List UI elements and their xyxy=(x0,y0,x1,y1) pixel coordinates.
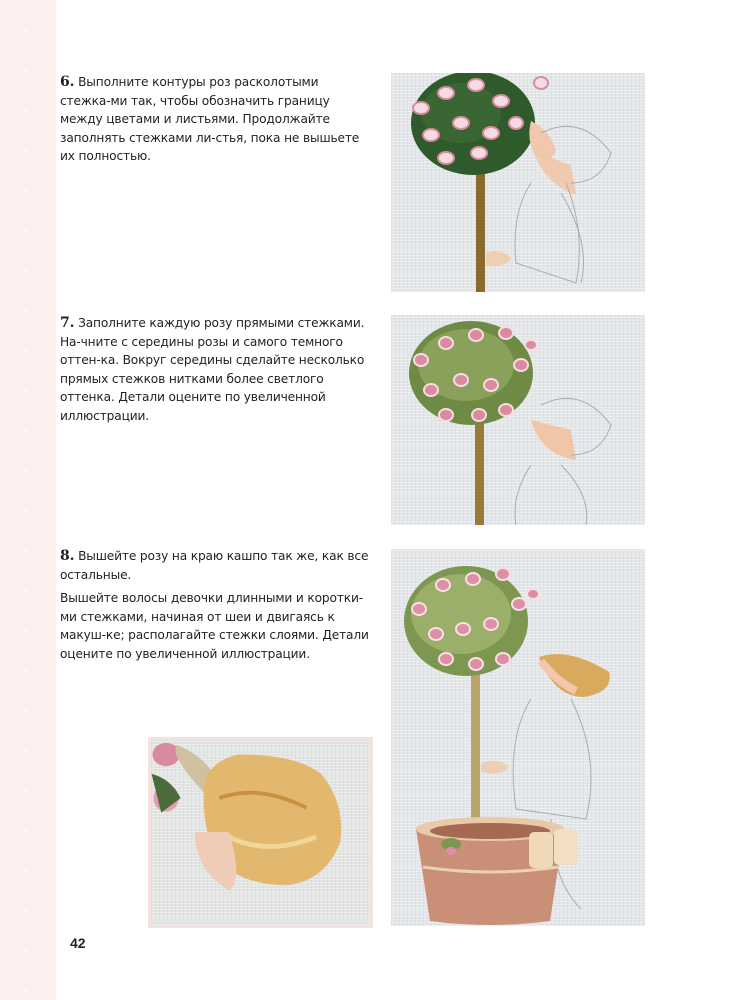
embroidery-illustration xyxy=(391,315,645,525)
step-6-text: 6. Выполните контуры роз расколотыми стежка-ми так, чтобы обозначить границу между цветами и листьями. Продолжайте заполнять стежками ли-стья, пока не вышьете их полностью. xyxy=(60,74,360,164)
decorative-side-strip xyxy=(0,0,56,1000)
step-number: 6. xyxy=(60,74,75,90)
embroidery-illustration xyxy=(391,73,645,292)
embroidery-illustration xyxy=(391,549,645,926)
step-6-photo xyxy=(391,73,645,292)
page-number: 42 xyxy=(70,935,86,951)
step-7 xyxy=(60,314,372,426)
step-7-photo xyxy=(391,315,645,525)
step-7-text: 7. Заполните каждую розу прямыми стежками. На-чните с середины розы и самого темного оттен-ка. Вокруг середины сделайте несколько прямых стежков нитками более светлого оттенка. Детали оцените по увеличенной иллюстрации. xyxy=(60,315,365,423)
step-8-text-1: 8. Вышейте розу на краю кашпо так же, как все остальные. xyxy=(60,548,369,582)
hair-detail-inset xyxy=(148,737,373,928)
embroidery-detail-illustration xyxy=(151,740,370,925)
step-number: 8. xyxy=(60,548,75,564)
step-6 xyxy=(60,73,372,166)
step-number: 7. xyxy=(60,315,75,331)
step-8-text-2: Вышейте волосы девочки длинными и коротки-ми стежками, начиная от шеи и двигаясь к макуш-ке; располагайте стежки слоями. Детали оцените по увеличенной иллюстрации. xyxy=(60,591,369,661)
step-8 xyxy=(60,547,372,664)
step-8-photo xyxy=(391,549,645,926)
